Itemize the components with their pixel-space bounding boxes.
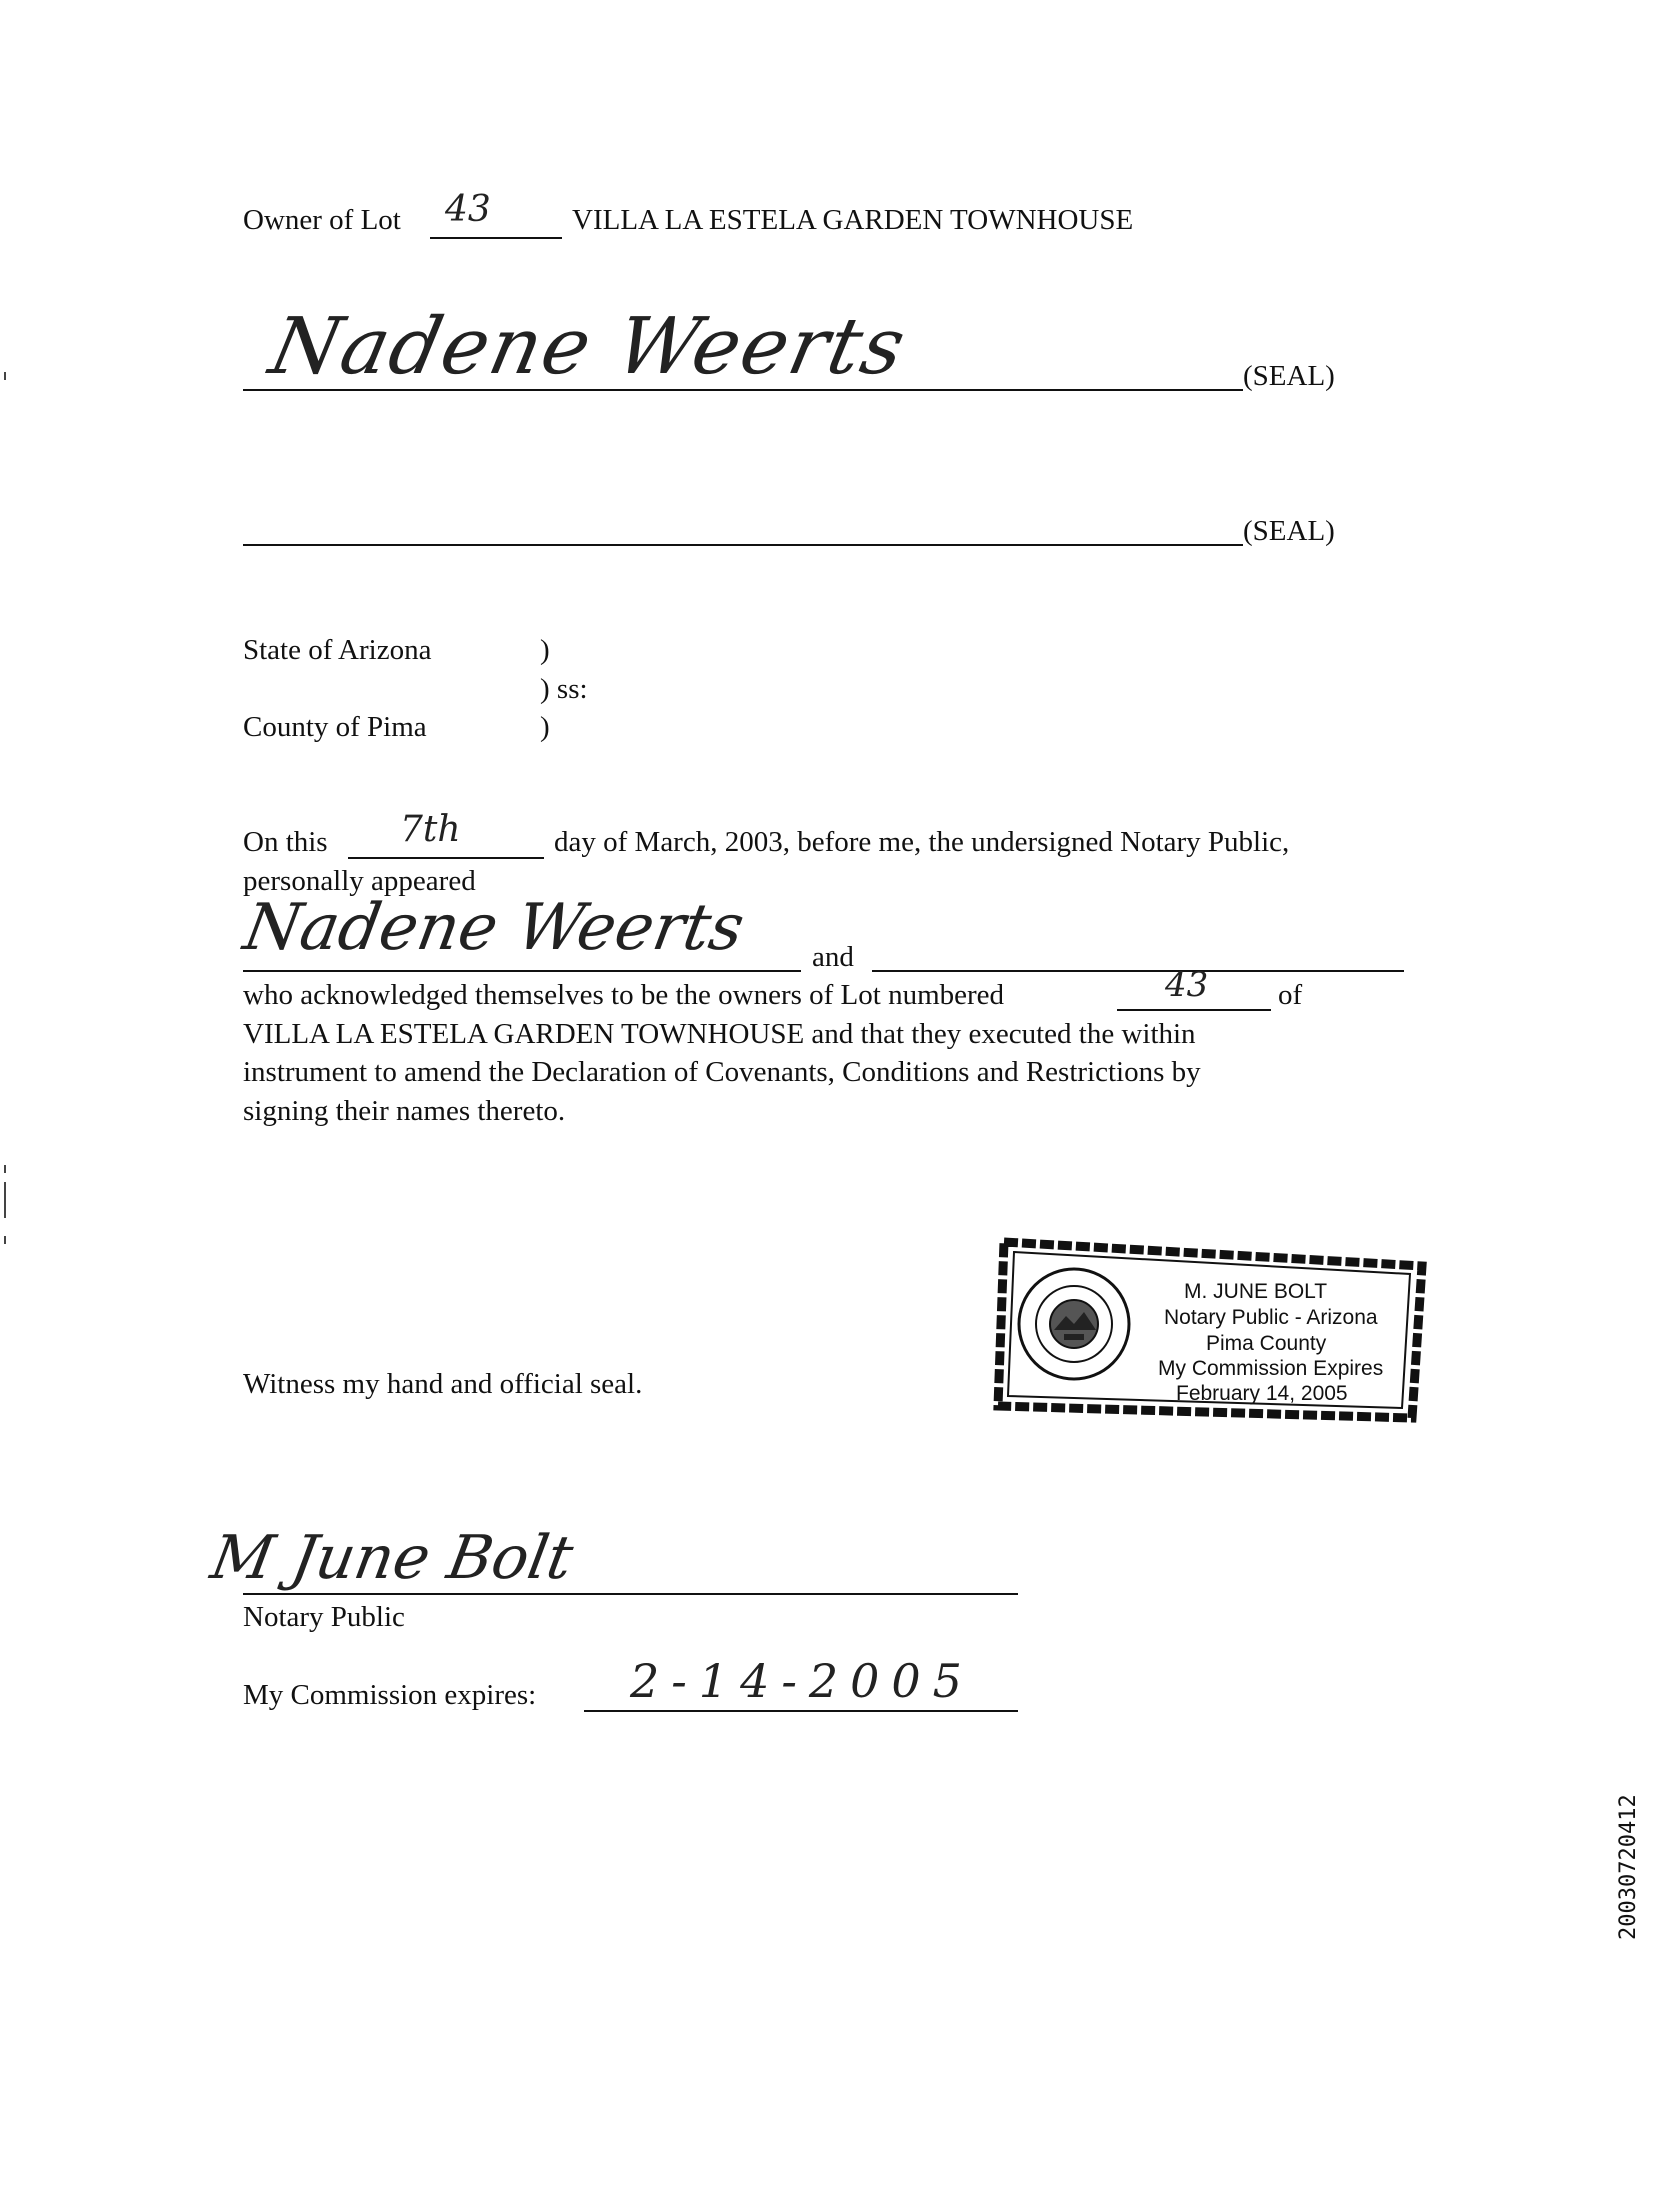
personally-appeared-label: personally appeared: [243, 865, 476, 897]
acknowledged-line-2: VILLA LA ESTELA GARDEN TOWNHOUSE and that they executed the within: [243, 1018, 1196, 1050]
notary-stamp: [992, 1236, 1430, 1424]
date-text: day of March, 2003, before me, the undersigned Notary Public,: [554, 826, 1290, 858]
owner-signature-1: Nadene Weerts: [262, 302, 915, 392]
venue-paren-top: ): [540, 634, 550, 666]
lot-number-underline: [430, 237, 562, 239]
acknowledged-line-1: who acknowledged themselves to be the owners of Lot numbered: [243, 979, 1005, 1011]
scan-mark: [4, 1236, 6, 1244]
appeared-name-line: [243, 970, 801, 972]
day-underline: [348, 857, 544, 859]
acknowledged-line-3: instrument to amend the Declaration of Covenants, Conditions and Restrictions by: [243, 1056, 1201, 1088]
acknowledged-line-4: signing their names thereto.: [243, 1095, 566, 1127]
lot-numbered-underline: [1117, 1009, 1271, 1011]
owner-of-lot-label: Owner of Lot: [243, 204, 401, 236]
appeared-name-handwritten: Nadene Weerts: [238, 891, 750, 965]
venue-paren-bottom: ): [540, 711, 550, 743]
commission-expires-handwritten: 2-14-2005: [630, 1654, 974, 1708]
stamp-expires: February 14, 2005: [1176, 1382, 1348, 1405]
notary-public-label: Notary Public: [243, 1601, 405, 1633]
recording-number-text: 20030720412: [1616, 1794, 1641, 1940]
notary-signature-line: [243, 1593, 1018, 1595]
day-handwritten: 7th: [400, 809, 461, 850]
lot-numbered-handwritten: 43: [1165, 965, 1209, 1005]
lot-number-handwritten: 43: [445, 189, 491, 230]
stamp-notary-name: M. JUNE BOLT: [1184, 1280, 1328, 1303]
county-label: County of Pima: [243, 711, 427, 743]
recording-number: [1610, 1580, 1646, 1940]
commission-expires-underline: [584, 1710, 1018, 1712]
witness-text: Witness my hand and official seal.: [243, 1368, 643, 1400]
owner-signature-line-2: [243, 544, 1243, 546]
stamp-notary-title: Notary Public - Arizona: [1164, 1306, 1378, 1329]
state-label: State of Arizona: [243, 634, 432, 666]
subdivision-name: VILLA LA ESTELA GARDEN TOWNHOUSE: [572, 204, 1134, 236]
second-name-line: [872, 970, 1404, 972]
scan-mark: [4, 1165, 6, 1173]
and-label: and: [812, 941, 854, 973]
state-seal-icon: [1014, 1264, 1134, 1384]
stamp-commission: My Commission Expires: [1158, 1357, 1384, 1380]
notary-signature: M June Bolt: [205, 1523, 579, 1593]
commission-expires-label: My Commission expires:: [243, 1679, 537, 1711]
of-label: of: [1278, 979, 1303, 1011]
stamp-county: Pima County: [1206, 1332, 1327, 1355]
scan-mark: [4, 372, 6, 380]
on-this-label: On this: [243, 826, 328, 858]
scan-mark: [4, 1182, 6, 1218]
seal-label-2: (SEAL): [1243, 515, 1335, 547]
seal-label-1: (SEAL): [1243, 360, 1335, 392]
venue-paren-ss: ) ss:: [540, 673, 588, 705]
